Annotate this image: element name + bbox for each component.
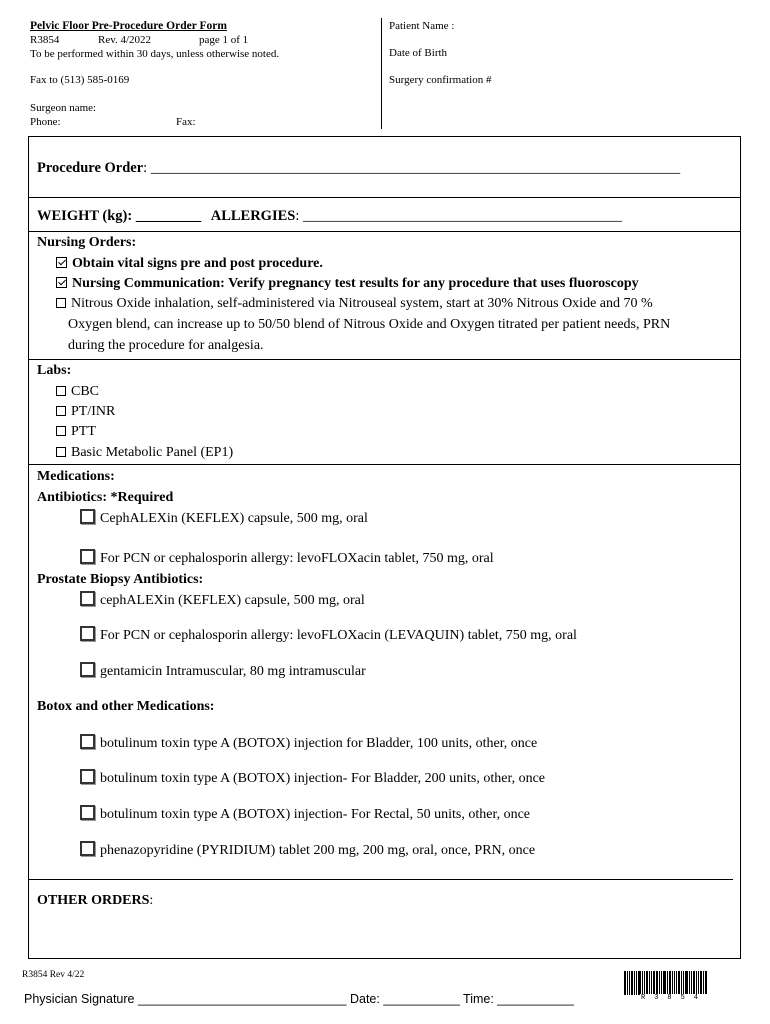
divider [28, 231, 741, 232]
barcode-bar [703, 971, 704, 995]
barcode-bar [683, 971, 684, 995]
lab-item-text: Basic Metabolic Panel (EP1) [71, 445, 234, 460]
checkbox-icon[interactable] [80, 591, 95, 606]
barcode-bar [638, 971, 641, 995]
med-item-text: botulinum toxin type A (BOTOX) injection- For Bladder, 200 units, other, once [100, 771, 546, 786]
checkbox-icon[interactable] [80, 509, 95, 524]
barcode-bar [681, 971, 682, 995]
allergies-label: ALLERGIES [210, 208, 296, 224]
barcode-bar [676, 971, 677, 995]
checkbox-icon[interactable] [80, 734, 95, 749]
med-item-text: For PCN or cephalosporin allergy: levoFLOXacin (LEVAQUIN) tablet, 750 mg, oral [100, 628, 577, 643]
other-orders-colon: : [149, 893, 154, 908]
barcode [624, 971, 712, 1001]
weight-field[interactable]: WEIGHT (kg): _________ [37, 208, 202, 224]
barcode-bar [636, 971, 637, 995]
checkbox-icon[interactable] [80, 805, 95, 820]
med-item-text: For PCN or cephalosporin allergy: levoFLOXacin tablet, 750 mg, oral [100, 551, 494, 566]
checkbox-icon[interactable] [80, 769, 95, 784]
checkbox-icon[interactable] [56, 426, 66, 436]
barcode-bar [691, 971, 692, 995]
barcode-bar [672, 971, 673, 995]
nursing-order-text: Nursing Communication: Verify pregnancy test results for any procedure that uses fluoroscopy [72, 276, 639, 291]
physician-signature-line[interactable]: Physician Signature ______________________________ Date: ___________ Time: ___________ [24, 992, 574, 1006]
nursing-orders-heading: Nursing Orders: [37, 235, 137, 250]
fax-number: Fax to (513) 585-0169 [30, 74, 130, 86]
medications-heading: Medications: [37, 469, 115, 484]
med-item-cephalexin[interactable] [80, 509, 368, 527]
lab-item-cbc[interactable] [56, 383, 99, 400]
surgeon-name-label: Surgeon name: [30, 102, 97, 114]
nursing-order-vitals[interactable] [56, 255, 323, 272]
checkbox-icon[interactable] [56, 447, 66, 457]
med-item-text: CephALEXin (KEFLEX) capsule, 500 mg, oral [100, 511, 368, 526]
prostate-biopsy-heading: Prostate Biopsy Antibiotics: [37, 572, 204, 587]
nursing-order-nitrous-line3: during the procedure for analgesia. [68, 338, 264, 353]
barcode-bar [669, 971, 671, 995]
med-item-prostate-levaquin[interactable] [80, 626, 577, 644]
divider [28, 464, 741, 465]
page-number: page 1 of 1 [199, 34, 249, 46]
patient-name-label: Patient Name : [389, 20, 455, 32]
nursing-order-text: Nitrous Oxide inhalation, self-administered via Nitrouseal system, start at 30% Nitrous Oxide and 70 % [71, 296, 653, 311]
form-title: Pelvic Floor Pre-Procedure Order Form [30, 20, 227, 32]
checkbox-icon[interactable] [56, 406, 66, 416]
dob-label: Date of Birth [389, 47, 448, 59]
med-item-text: phenazopyridine (PYRIDIUM) tablet 200 mg, 200 mg, oral, once, PRN, once [100, 843, 536, 858]
barcode-bar [698, 971, 699, 995]
barcode-bar [642, 971, 643, 995]
footer-revision: R3854 Rev 4/22 [22, 970, 85, 980]
barcode-bar [659, 971, 660, 995]
antibiotics-heading [37, 489, 173, 506]
divider [28, 359, 741, 360]
checkbox-icon[interactable] [56, 386, 66, 396]
checkbox-icon[interactable] [80, 662, 95, 677]
nursing-order-nitrous-line2: Oxygen blend, can increase up to 50/50 blend of Nitrous Oxide and Oxygen titrated per patient needs, PRN [68, 317, 671, 332]
barcode-bar [624, 971, 626, 995]
barcode-bar [653, 971, 655, 995]
divider [28, 879, 733, 880]
med-item-text: botulinum toxin type A (BOTOX) injection for Bladder, 100 units, other, once [100, 736, 538, 751]
other-orders-field[interactable] [36, 912, 726, 952]
lab-item-ptt[interactable] [56, 423, 96, 440]
divider [28, 197, 741, 198]
barcode-bar [667, 971, 668, 995]
med-item-text: cephALEXin (KEFLEX) capsule, 500 mg, oral [100, 593, 365, 608]
med-item-botox-200[interactable] [80, 769, 545, 787]
barcode-bar [634, 971, 635, 995]
antibiotics-required: : *Required [102, 490, 174, 505]
antibiotics-label: Antibiotics [37, 490, 103, 505]
barcode-bar [663, 971, 666, 995]
botox-heading: Botox and other Medications: [37, 699, 215, 714]
barcode-bar [685, 971, 688, 995]
med-item-text: botulinum toxin type A (BOTOX) injection- For Rectal, 50 units, other, once [100, 807, 531, 822]
fax-label: Fax: [176, 116, 196, 128]
med-item-botox-rectal[interactable] [80, 805, 530, 823]
barcode-text: R3854 [641, 994, 708, 1002]
barcode-bar [629, 971, 630, 995]
barcode-bar [627, 971, 628, 995]
procedure-order-row[interactable] [37, 159, 680, 177]
med-item-prostate-cephalexin[interactable] [80, 591, 365, 609]
weight-allergies-row[interactable] [37, 207, 622, 225]
allergies-field[interactable]: : ____________________________________________ [295, 208, 622, 224]
barcode-bar [644, 971, 645, 995]
form-revision: Rev. 4/2022 [98, 34, 152, 46]
form-note: To be performed within 30 days, unless otherwise noted. [30, 48, 280, 60]
barcode-bar [678, 971, 680, 995]
nursing-order-nitrous[interactable] [56, 295, 653, 312]
header-divider [381, 18, 382, 129]
procedure-order-label: Procedure Order [37, 160, 144, 176]
barcode-bar [631, 971, 633, 995]
med-item-pyridium[interactable] [80, 841, 535, 859]
other-orders-text: OTHER ORDERS [37, 893, 150, 908]
barcode-bar [700, 971, 702, 995]
other-orders-label [37, 892, 153, 909]
checkbox-icon[interactable] [56, 298, 66, 308]
lab-item-text: PTT [71, 424, 96, 439]
barcode-bar [693, 971, 695, 995]
barcode-bar [696, 971, 697, 995]
med-item-text: gentamicin Intramuscular, 80 mg intramuscular [100, 664, 366, 679]
checkbox-icon[interactable] [80, 626, 95, 641]
form-id: R3854 [30, 34, 60, 46]
procedure-order-field[interactable]: : _________________________________________________________________________ [143, 160, 681, 176]
lab-item-pt-inr[interactable] [56, 403, 115, 420]
barcode-bar [656, 971, 658, 995]
med-item-botox-100[interactable] [80, 734, 537, 752]
lab-item-text: PT/INR [71, 404, 116, 419]
nursing-order-text: Obtain vital signs pre and post procedure. [72, 256, 323, 271]
barcode-bar [646, 971, 648, 995]
barcode-bar [689, 971, 690, 995]
barcode-bars [624, 971, 712, 995]
barcode-bar [674, 971, 675, 995]
med-item-gentamicin[interactable] [80, 662, 366, 680]
barcode-bar [649, 971, 650, 995]
phone-label: Phone: [30, 116, 61, 128]
nursing-order-pregnancy[interactable] [56, 275, 639, 292]
med-item-levofloxacin[interactable] [80, 549, 494, 567]
checkbox-icon[interactable] [80, 549, 95, 564]
checked-checkbox-icon[interactable] [56, 257, 67, 268]
lab-item-bmp[interactable] [56, 444, 233, 461]
barcode-bar [661, 971, 662, 995]
checkbox-icon[interactable] [80, 841, 95, 856]
barcode-bar [651, 971, 652, 995]
barcode-bar [705, 971, 707, 995]
surgery-confirmation-label: Surgery confirmation # [389, 74, 492, 86]
labs-heading: Labs: [37, 363, 72, 378]
checked-checkbox-icon[interactable] [56, 277, 67, 288]
lab-item-text: CBC [71, 384, 100, 399]
